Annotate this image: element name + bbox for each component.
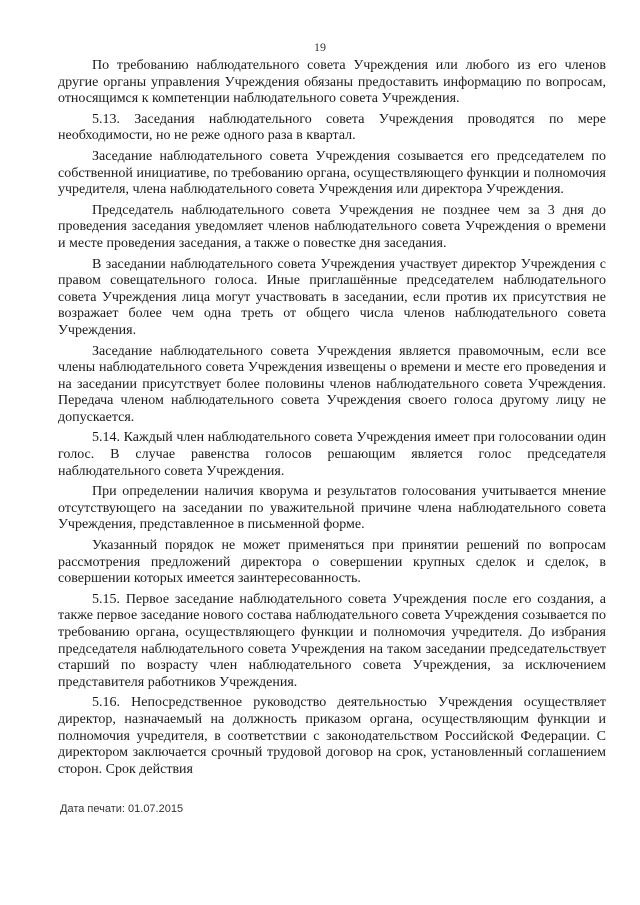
page-number: 19	[314, 40, 326, 54]
paragraph: 5.14. Каждый член наблюдательного совета Учреждения имеет при голосовании один голос. В случае равенства голосов решающим является голос председателя наблюдательного совета Учреждения.	[58, 430, 606, 479]
paragraph: В заседании наблюдательного совета Учреждения участвует директор Учреждения с правом совещательного голоса. Иные приглашённые председателем наблюдательного совета Учреждения лица могут участвовать в заседании, если против их присутствия не возражает более чем одна треть от общего числа членов наблюдательного совета Учреждения.	[58, 256, 606, 338]
print-date: Дата печати: 01.07.2015	[60, 803, 184, 815]
paragraph: По требованию наблюдательного совета Учреждения или любого из его членов другие органы управления Учреждения обязаны предоставить информацию по вопросам, относящимся к компетенции наблюдательного совета Учреждения.	[58, 58, 606, 107]
paragraph: 5.16. Непосредственное руководство деятельностью Учреждения осуществляет директор, назначаемый на должность приказом органа, осуществляющим функции и полномочия учредителя, в соответствии с законодательством Российской Федерации. С директором заключается срочный трудовой договор на срок, установленный соглашением сторон. Срок действия	[58, 695, 606, 777]
paragraph: Председатель наблюдательного совета Учреждения не позднее чем за 3 дня до проведения заседания уведомляет членов наблюдательного совета Учреждения о времени и месте проведения заседания, а также о повестке дня заседания.	[58, 202, 606, 251]
document-body	[58, 58, 606, 782]
paragraph: 5.15. Первое заседание наблюдательного совета Учреждения после его создания, а также первое заседание нового состава наблюдательного совета Учреждения созывается по требованию органа, осуществляющего функции и полномочия учредителя. До избрания председателя наблюдательного совета Учреждения на таком заседании председательствует старший по возрасту член наблюдательного совета Учреждения, за исключением представителя работников Учреждения.	[58, 591, 606, 690]
paragraph: При определении наличия кворума и результатов голосования учитывается мнение отсутствующего на заседании по уважительной причине члена наблюдательного совета Учреждения, представленное в письменной форме.	[58, 484, 606, 533]
paragraph: 5.13. Заседания наблюдательного совета Учреждения проводятся по мере необходимости, но не реже одного раза в квартал.	[58, 111, 606, 144]
paragraph: Указанный порядок не может применяться при принятии решений по вопросам рассмотрения предложений директора о совершении крупных сделок и сделок, в совершении которых имеется заинтересованность.	[58, 538, 606, 587]
paragraph: Заседание наблюдательного совета Учреждения созывается его председателем по собственной инициативе, по требованию органа, осуществляющего функции и полномочия учредителя, члена наблюдательного совета Учреждения или директора Учреждения.	[58, 148, 606, 198]
paragraph: Заседание наблюдательного совета Учреждения является правомочным, если все члены наблюдательного совета Учреждения извещены о времени и месте его проведения и на заседании присутствует более половины членов наблюдательного совета Учреждения. Передача членом наблюдательного совета Учреждения своего голоса другому лицу не допускается.	[58, 343, 606, 425]
